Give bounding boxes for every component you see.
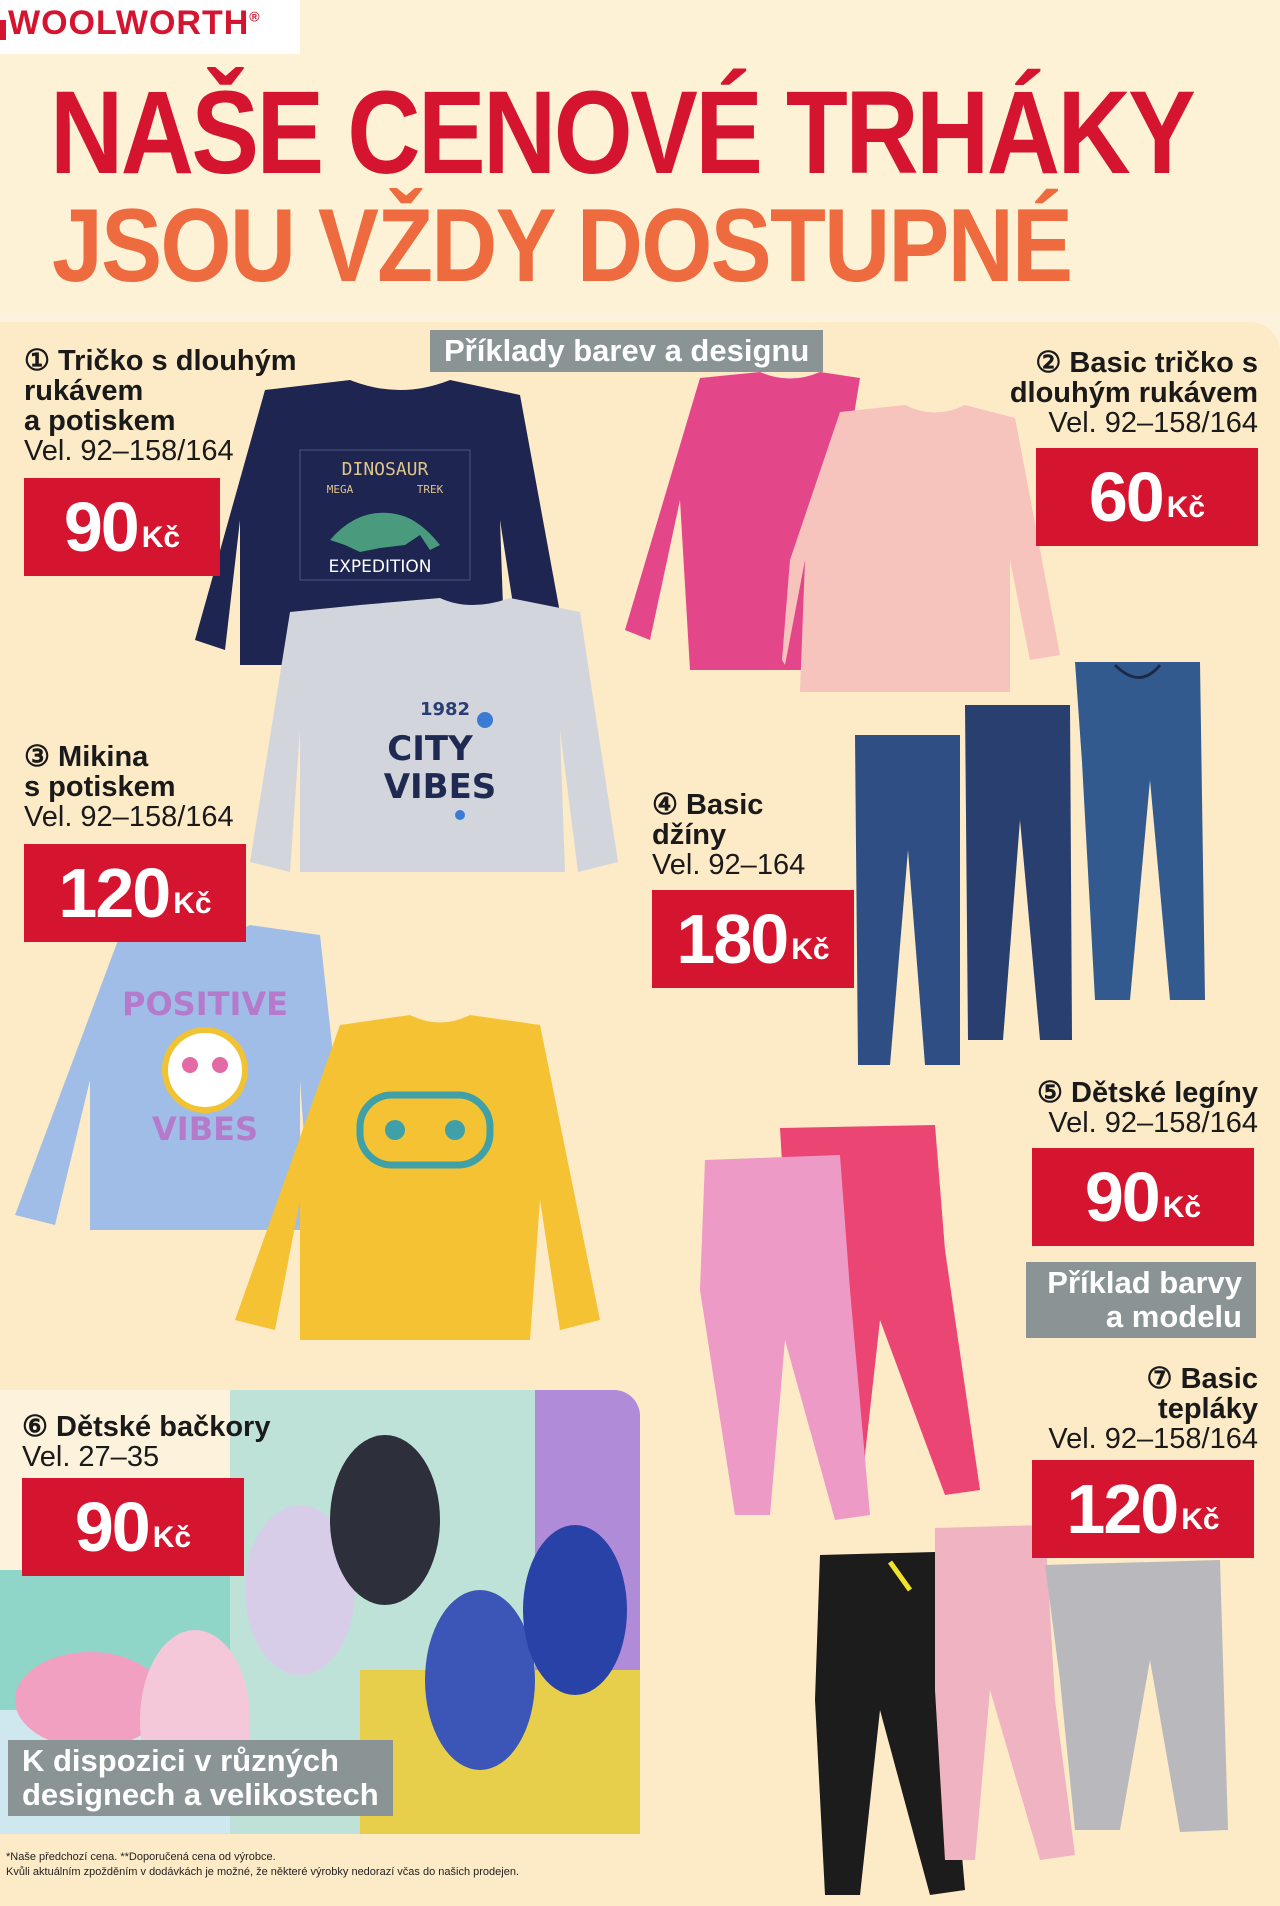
dino-print-text-4: EXPEDITION	[328, 557, 432, 577]
dino-print-text-2: MEGA	[326, 483, 354, 496]
dino-print-text-3: TREK	[416, 483, 444, 496]
product-7-label: ⑦ Basic tepláky Vel. 92–158/164	[1048, 1363, 1258, 1455]
product-4-size: Vel. 92–164	[652, 849, 806, 881]
product-3-label: ③ Mikina s potiskem Vel. 92–158/164	[24, 741, 234, 833]
product-2-price: 60 Kč	[1036, 448, 1258, 546]
dino-print-text-1: DINOSAUR	[341, 459, 429, 480]
joggers-image	[815, 1525, 1228, 1895]
product-1-size: Vel. 92–158/164	[24, 435, 234, 467]
product-6-label: ⑥ Dětské bačkory Vel. 27–35	[22, 1411, 271, 1473]
footer-disclaimer	[6, 1850, 519, 1880]
product-2-label: ② Basic tričko s dlouhým rukávem Vel. 92–158/164	[1009, 347, 1258, 439]
city-print-text-2: CITY	[387, 729, 473, 769]
product-4-label: ④ Basic džíny Vel. 92–164	[652, 789, 806, 881]
color-model-note: Příklad barvy a modelu	[1026, 1262, 1256, 1338]
logo-box	[0, 0, 300, 54]
grey-tee-image	[250, 598, 618, 872]
product-5-size: Vel. 92–158/164	[1048, 1107, 1258, 1139]
slippers-note: K dispozici v různých designech a velikostech	[8, 1740, 393, 1816]
city-print-text-3: VIBES	[383, 767, 497, 807]
logo-bar	[0, 20, 6, 40]
leggings-image	[700, 1125, 980, 1520]
footer-line-1: *Naše předchozí cena. **Doporučená cena od výrobce.	[6, 1851, 276, 1863]
brand-logo: WOOLWORTH®	[8, 4, 261, 42]
product-3-size: Vel. 92–158/164	[24, 801, 234, 833]
city-print-text-1: 1982	[419, 699, 471, 720]
product-5-price: 90 Kč	[1032, 1148, 1254, 1246]
product-2-size: Vel. 92–158/164	[1048, 407, 1258, 439]
product-7-size: Vel. 92–158/164	[1048, 1423, 1258, 1455]
headline-line-2: JSOU VŽDY DOSTUPNÉ	[52, 188, 1072, 304]
product-4-price: 180 Kč	[652, 890, 854, 988]
product-5-label: ⑤ Dětské legíny Vel. 92–158/164	[1036, 1077, 1258, 1139]
product-6-price: 90 Kč	[22, 1478, 244, 1576]
product-1-label: ① Tričko s dlouhým rukávem a potiskem Vel. 92–158/164	[24, 345, 297, 467]
product-3-price: 120 Kč	[24, 844, 246, 942]
colors-design-note: Příklady barev a designu	[430, 330, 823, 372]
product-6-size: Vel. 27–35	[22, 1441, 160, 1473]
header	[0, 0, 1280, 312]
footer-line-2: Kvůli aktuálním zpožděním v dodávkách je možné, že některé výrobky nedorazí včas do našich prodejen.	[6, 1866, 519, 1878]
positive-print-text-1: POSITIVE	[122, 985, 288, 1023]
positive-print-text-2: VIBES	[152, 1110, 258, 1148]
product-7-price: 120 Kč	[1032, 1460, 1254, 1558]
product-1-price: 90 Kč	[24, 478, 220, 576]
jeans-image	[855, 662, 1205, 1065]
headline-line-1: NAŠE CENOVÉ TRHÁKY	[50, 67, 1194, 199]
